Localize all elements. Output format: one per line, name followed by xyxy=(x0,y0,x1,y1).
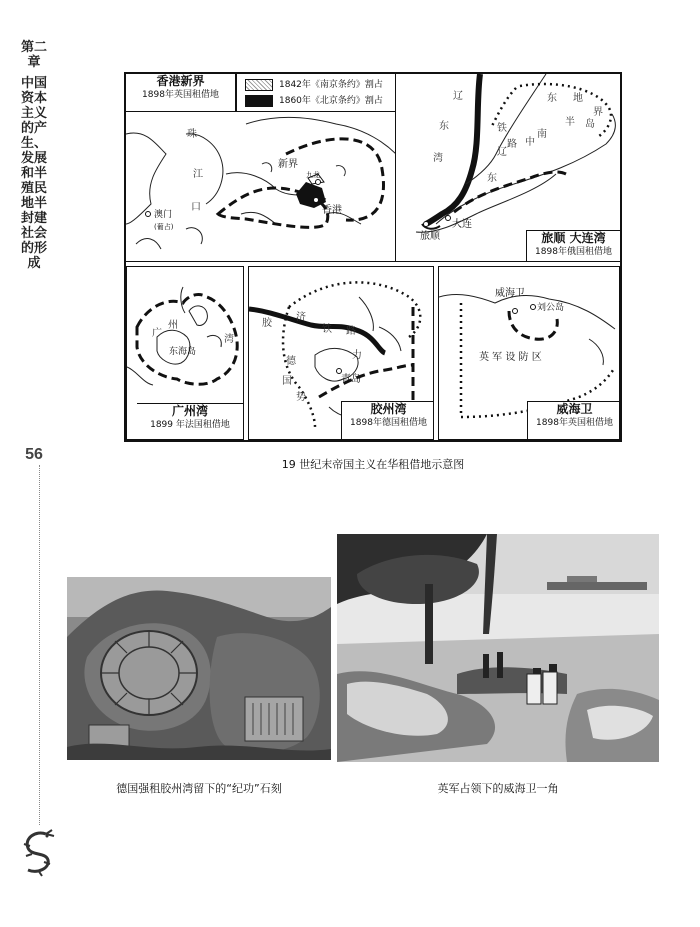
weihaiwei-label xyxy=(527,401,620,440)
photo-weihaiwei xyxy=(337,534,659,762)
lushun-label xyxy=(526,230,620,262)
lushun-title: 旅顺 大连湾 xyxy=(541,231,606,245)
place-liugongdao: 刘公岛 xyxy=(537,303,565,313)
jzw-text-c4: 力 xyxy=(352,350,362,361)
place-hongkong: 香港 xyxy=(322,205,342,216)
place-weihai: 威海卫 xyxy=(495,288,525,299)
lushun-text-c2: 南 xyxy=(537,129,547,140)
map-caption: 19 世纪末帝国主义在华租借地示意图 xyxy=(281,458,465,471)
jzw-text-c1: 德 xyxy=(286,356,296,367)
jiaozhouwan-label xyxy=(341,401,434,440)
page-number: 56 xyxy=(25,446,43,463)
guangzhouwan-label xyxy=(137,403,243,439)
lushun-text-c3: 半 xyxy=(565,117,575,128)
panel-weihaiwei xyxy=(438,266,620,440)
chapter-side-title xyxy=(20,40,48,271)
place-lushun: 旅顺 xyxy=(420,231,440,242)
panel-jiaozhouwan xyxy=(248,266,434,440)
lushun-text-b1: 铁 xyxy=(497,123,507,134)
place-qingdao: 青岛 xyxy=(341,374,361,385)
chapter-title: 中国资本主义的产生、发展和半殖民地半封建社会的形成 xyxy=(20,76,47,271)
rock-photo-caption: 德国强租胶州湾留下的“纪功”石刻 xyxy=(116,782,282,795)
river-char-1: 珠 xyxy=(187,129,197,140)
place-defense-zone: 英 军 设 防 区 xyxy=(479,352,542,363)
place-portugal: (葡占) xyxy=(154,223,174,231)
jzw-text-a3: 铁 xyxy=(322,324,332,335)
gzw-bay-2: 州 xyxy=(168,320,178,331)
hongkong-subtitle: 1898年英国租借地 xyxy=(142,90,219,100)
lushun-text-a2: 东 xyxy=(439,121,449,132)
lushun-text-e2: 界 xyxy=(593,107,603,118)
solid-swatch-icon xyxy=(245,95,273,107)
gzw-bay-3: 湾 xyxy=(224,334,234,345)
gzw-bay-1: 广 xyxy=(152,328,162,339)
map-legend xyxy=(236,74,396,112)
place-dalian: 大连 xyxy=(452,219,472,230)
legend-nanjing: 1842年《南京条约》割占 xyxy=(245,78,383,92)
panel-guangzhouwan xyxy=(126,266,244,440)
lushun-text-d2: 东 xyxy=(547,93,557,104)
place-donghaidao: 东海岛 xyxy=(169,347,197,357)
place-aomen: 澳门 xyxy=(154,210,173,220)
weihaiwei-scene-image xyxy=(337,534,659,762)
guangzhouwan-subtitle: 1899 年法国租借地 xyxy=(150,420,230,430)
lushun-text-d1: 中 xyxy=(525,137,535,148)
lushun-text-b3: 东 xyxy=(487,173,497,184)
river-char-2: 江 xyxy=(193,169,203,180)
jzw-text-c3: 势 xyxy=(296,392,306,403)
jzw-text-a1: 胶 xyxy=(262,318,272,329)
lushun-text-a1: 辽 xyxy=(453,91,463,102)
margin-divider xyxy=(39,465,40,825)
panel-lushun-dalian xyxy=(396,74,620,262)
jzw-text-c2: 国 xyxy=(282,376,292,387)
lushun-text-a3: 湾 xyxy=(433,153,443,164)
weihaiwei-title: 威海卫 xyxy=(556,402,593,416)
lushun-text-e1: 地 xyxy=(573,93,583,104)
river-char-3: 口 xyxy=(191,202,201,213)
weihai-photo-caption: 英军占领下的威海卫一角 xyxy=(437,782,559,795)
hongkong-title: 香港新界 xyxy=(156,74,205,88)
jzw-text-b1: 路 xyxy=(346,326,356,337)
photo-rock-carving xyxy=(67,577,331,760)
chapter-number: 第二章 xyxy=(20,40,47,70)
dragon-ornament-icon xyxy=(16,828,60,878)
guangzhouwan-title: 广州湾 xyxy=(171,404,208,418)
hatch-swatch-icon xyxy=(245,79,273,91)
rock-carving-image xyxy=(67,577,331,760)
concessions-map-figure xyxy=(124,72,622,442)
jiaozhouwan-subtitle: 1898年德国租借地 xyxy=(350,418,427,428)
lushun-subtitle: 1898年俄国租借地 xyxy=(535,247,612,257)
place-jiulong: 九龙 xyxy=(306,171,320,179)
jzw-text-a2: 济 xyxy=(296,312,306,323)
weihaiwei-subtitle: 1898年英国租借地 xyxy=(536,418,613,428)
place-xinjie: 新界 xyxy=(278,159,298,170)
lushun-text-b2: 辽 xyxy=(497,147,507,158)
hongkong-label xyxy=(126,74,236,112)
lushun-text-c1: 路 xyxy=(507,139,517,150)
lushun-text-d3: 岛 xyxy=(585,119,595,130)
jiaozhouwan-title: 胶州湾 xyxy=(370,402,407,416)
legend-beijing: 1860年《北京条约》割占 xyxy=(245,94,383,108)
panel-hongkong-new-territories xyxy=(126,74,396,262)
